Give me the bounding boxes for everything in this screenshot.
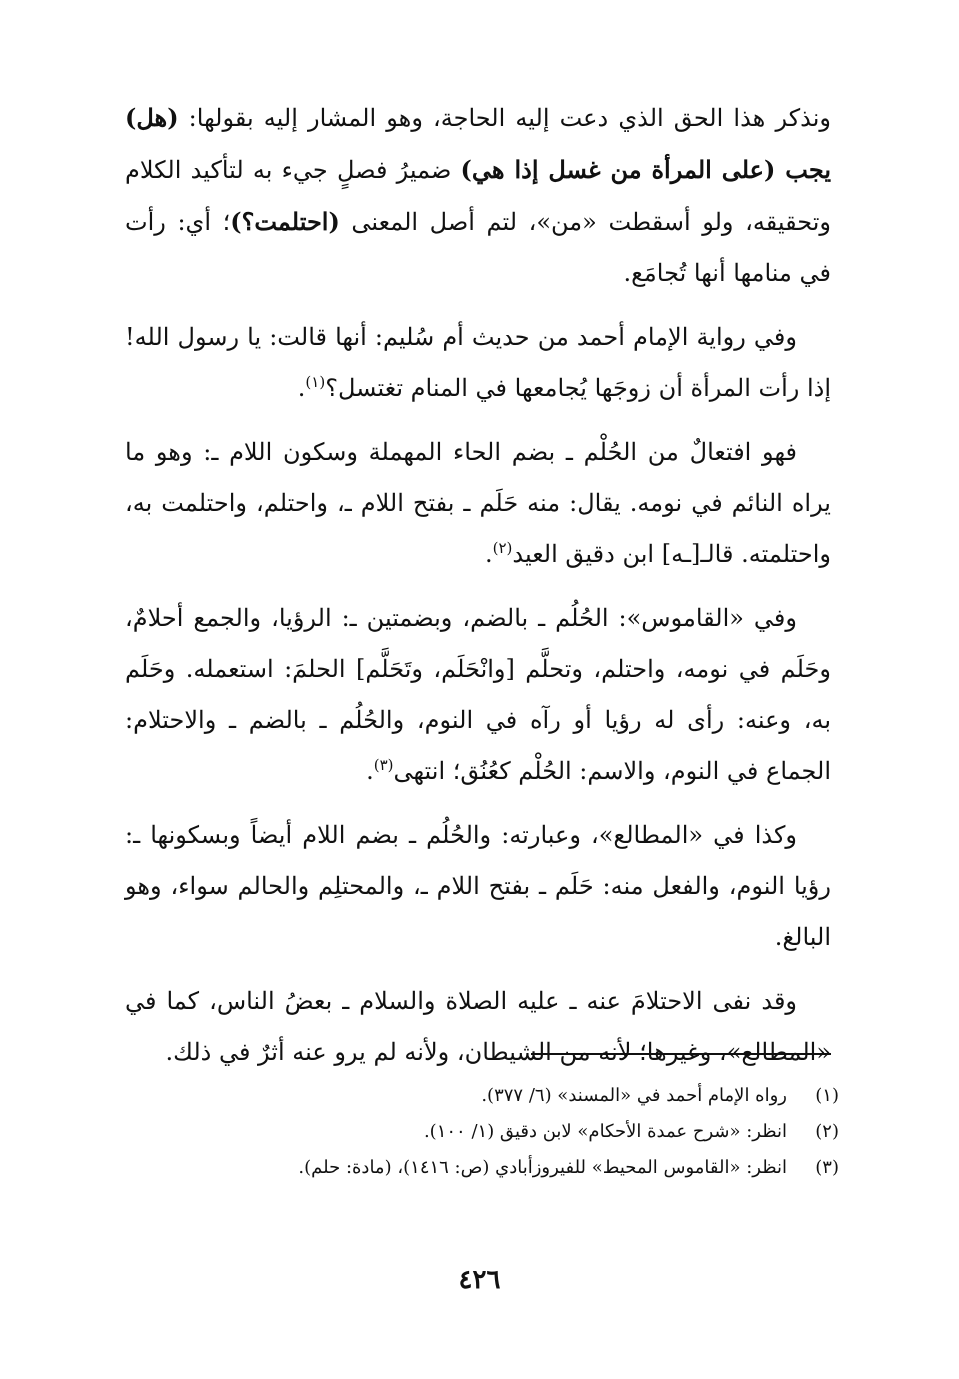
- footnote-number: (٣): [815, 1157, 839, 1178]
- main-text-block: [125, 92, 831, 1091]
- footnote-3: [124, 1150, 839, 1186]
- text-segment: .: [366, 757, 374, 785]
- text-segment: وقد نفى الاحتلامَ عنه ـ عليه الصلاة والسلام ـ بعضُ الناس، كما في «المطالع»، وغيرها؛ لأنه من الشيطان، ولأنه لم يرو عنه أثرٌ في ذلك.: [125, 987, 831, 1066]
- footnote-number: (١): [815, 1085, 839, 1106]
- page-number: ٤٢٦: [458, 1265, 501, 1295]
- footnote-text: رواه الإمام أحمد في «المسند» (٦/ ٣٧٧).: [481, 1085, 787, 1106]
- footnote-reference: (١): [305, 373, 326, 391]
- footnote-number: (٢): [815, 1121, 839, 1142]
- footnote-text: انظر: «القاموس المحيط» للفيروزأبادي (ص: ١٤١٦)، (مادة: حلم).: [298, 1157, 787, 1178]
- paragraph: [125, 593, 831, 797]
- footnote-text: انظر: «شرح عمدة الأحكام» لابن دقيق (١/ ١٠٠).: [423, 1121, 787, 1142]
- footnote-reference: (٣): [373, 756, 394, 774]
- text-segment: .: [297, 374, 306, 402]
- footnote-reference: (٢): [492, 539, 513, 557]
- bold-quoted-text: (احتلمت؟): [230, 207, 340, 236]
- footnotes-block: [124, 1078, 839, 1186]
- footnote-separator-rule: [531, 1053, 831, 1055]
- text-segment: فهو افتعالٌ من الحُلْم ـ بضم الحاء المهملة وسكون اللام ـ: وهو ما يراه النائم في نومه. يقال: منه حَلَم ـ بفتح اللام ـ، واحتلم، واحتلمت به، واحتلمته. قالـ[ـه] ابن دقيق العيد: [125, 438, 831, 568]
- paragraph: [125, 976, 831, 1078]
- paragraph: [125, 92, 831, 299]
- paragraph: [125, 427, 831, 580]
- text-segment: ضميرُ فصلٍ جيء به لتأكيد الكلام وتحقيقه، ولو أسقطت «من»، لتم أصل المعنى: [125, 156, 831, 236]
- text-segment: وكذا في «المطالع»، وعبارته: والحُلُم ـ بضم اللام أيضاً وبسكونها ـ: رؤيا النوم، والفعل منه: حَلَم ـ بفتح اللام ـ، والمحتلِم والحالم سواء، وهو البالغ.: [125, 821, 831, 951]
- text-segment: وفي رواية الإمام أحمد من حديث أم سُليم: أنها قالت: يا رسول الله! إذا رأت المرأة أن زوجَها يُجامعها في المنام تغتسل؟: [125, 323, 831, 402]
- text-segment: وفي «القاموس»: الحُلُم ـ بالضم، وبضمتين ـ: الرؤيا، والجمع أحلامٌ، وحَلَم في نومه، واحتلم، وتحلَّم [وانْحَلَم، وتَحَلَّم] الحلمَ: استعمله. وحَلَم به، وعنه: رأى له رؤيا أو رآه في النوم، والحُلُم ـ بالضم ـ والاحتلام: الجماع في النوم، والاسم: الحُلْم كعُنُق؛ انتهى: [125, 604, 831, 785]
- text-segment: ونذكر هذا الحق الذي دعت إليه الحاجة، وهو المشار إليه بقولها:: [178, 104, 831, 132]
- footnote-2: [124, 1114, 839, 1150]
- footnote-1: [124, 1078, 839, 1114]
- paragraph: [125, 312, 831, 414]
- text-segment: .: [484, 540, 493, 568]
- paragraph: [125, 810, 831, 963]
- bold-quoted-text: (هل) يجب (على المرأة من غسل إذا هي): [125, 103, 831, 184]
- text-segment: ؛ أي: رأت في منامها أنها تُجامَع.: [125, 208, 831, 287]
